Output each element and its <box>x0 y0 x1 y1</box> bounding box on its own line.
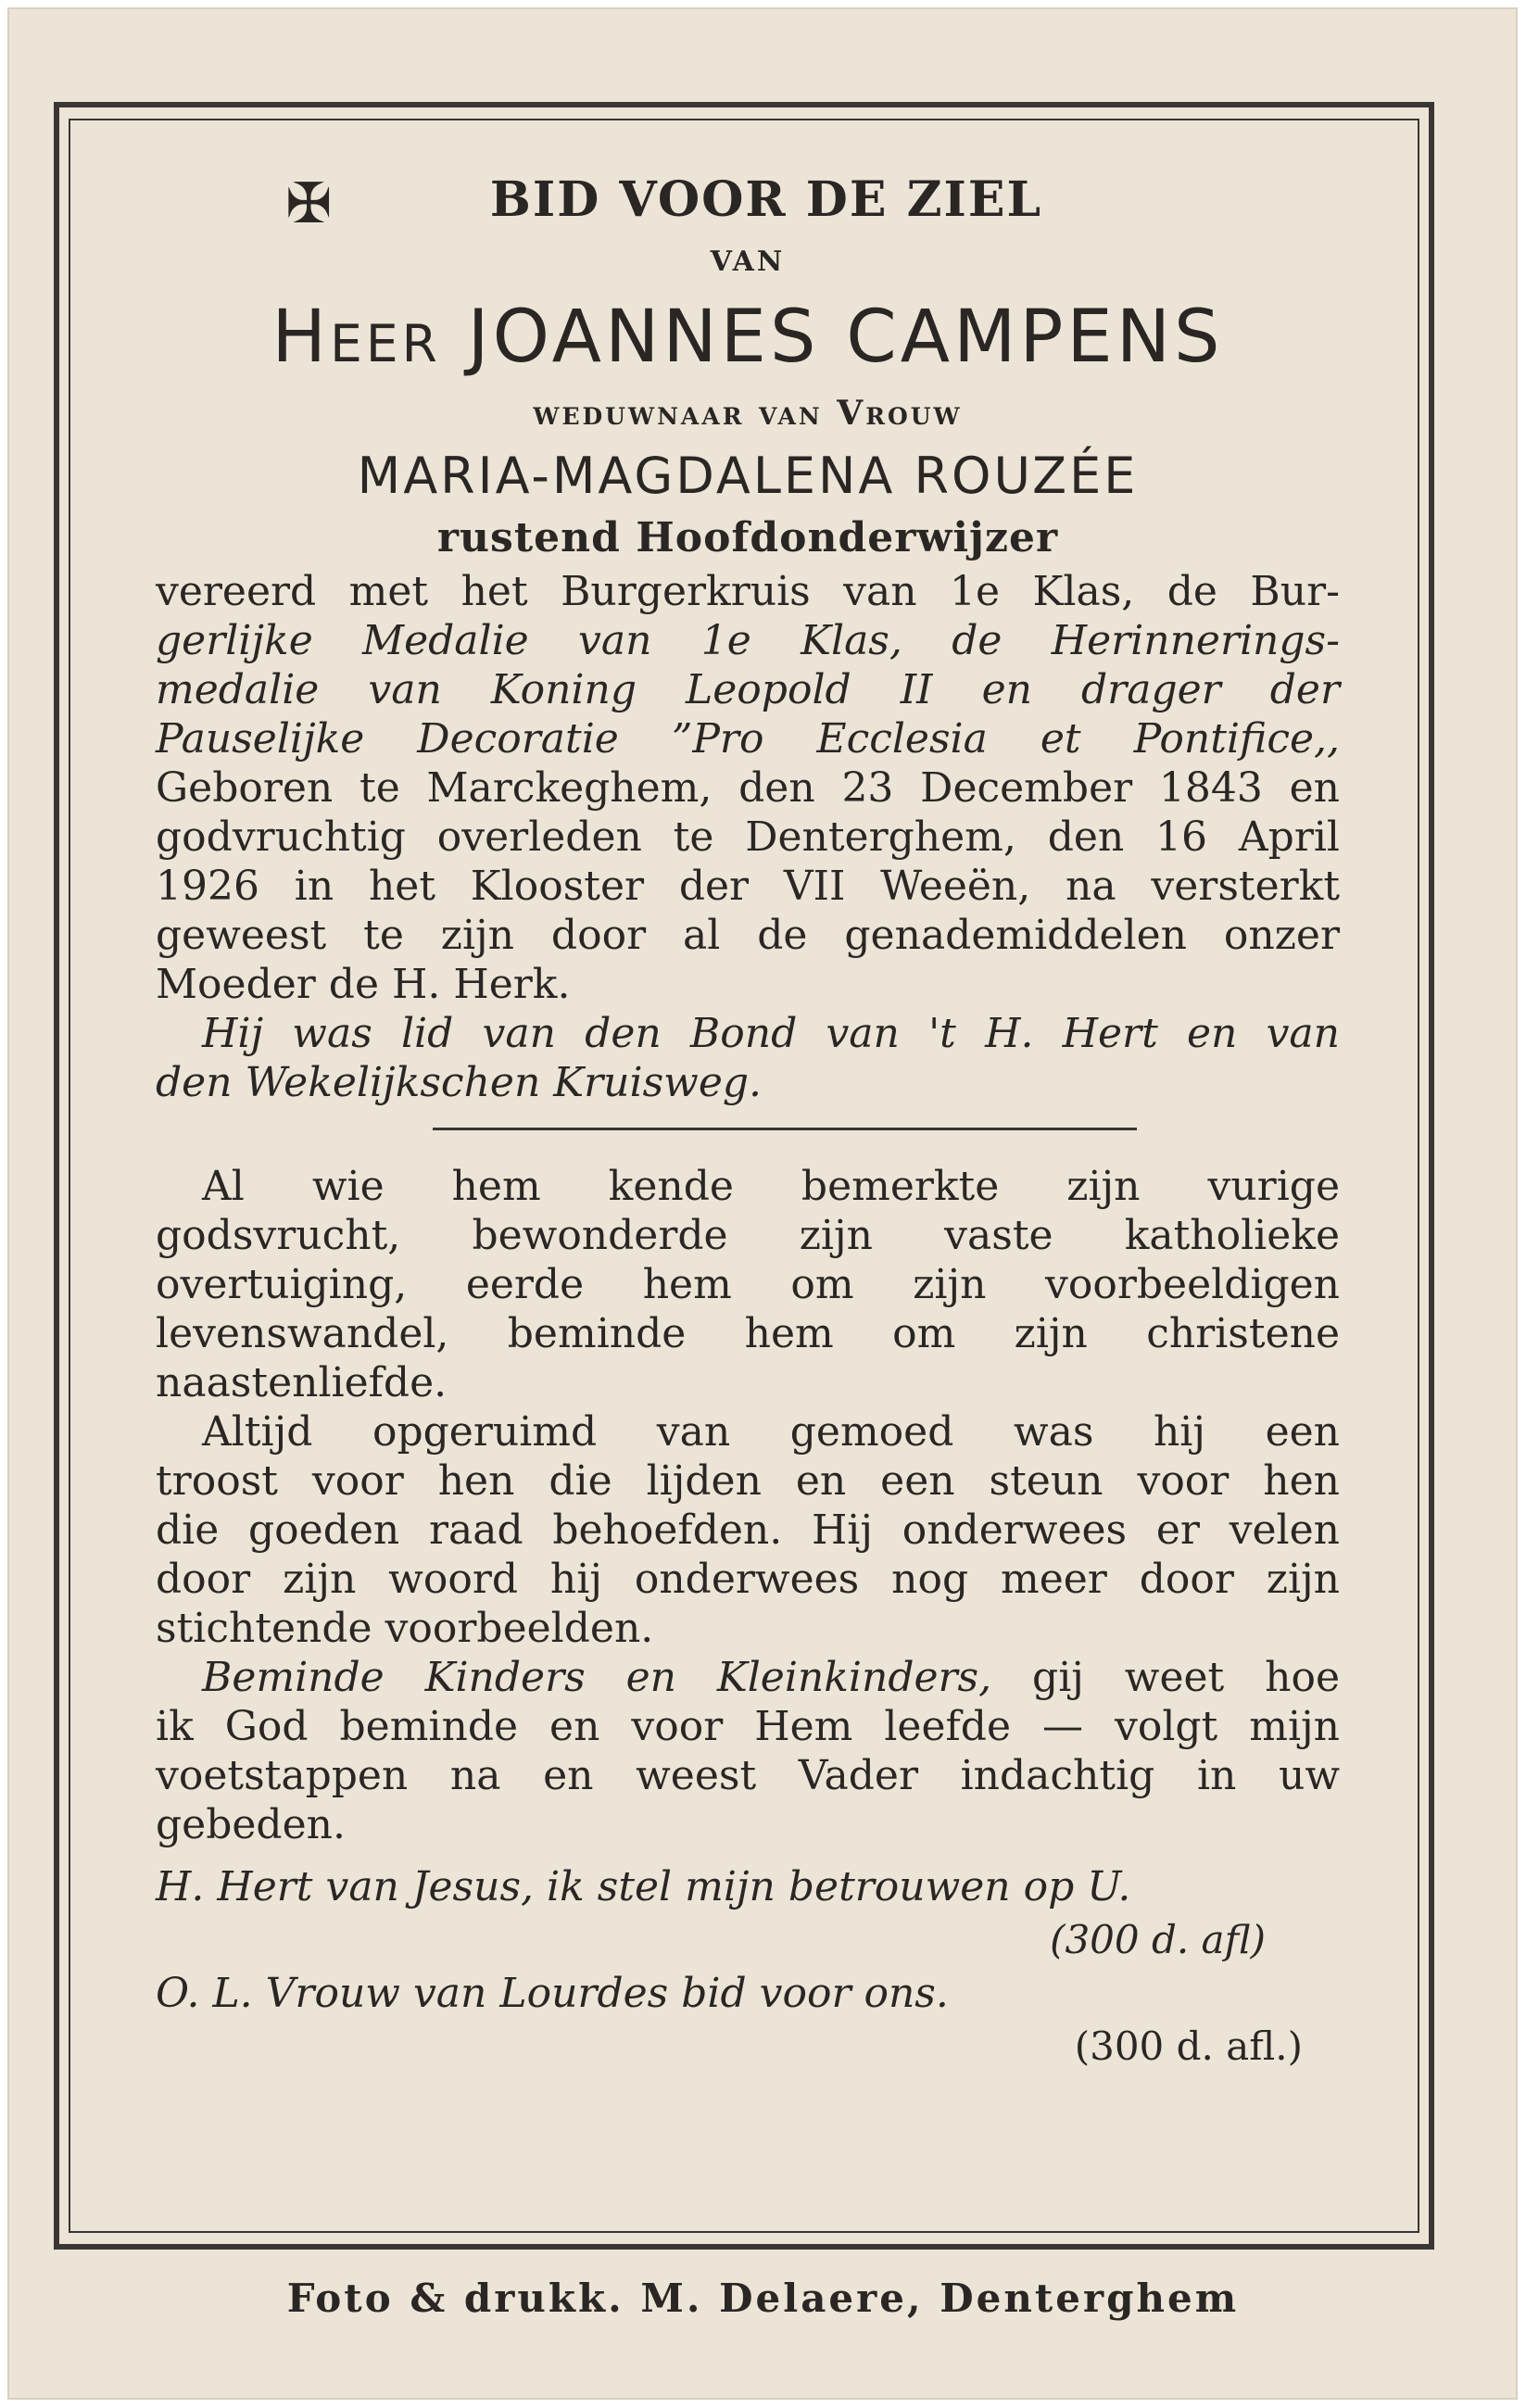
text-line: Pauselijke Decoratie ”Pro Ecclesia et Pontifice,, <box>156 715 1340 763</box>
text-line: Al wie hem kende bemerkte zijn vurige <box>202 1163 1340 1210</box>
text-line: godsvrucht, bewonderde zijn vaste katholieke <box>156 1212 1340 1259</box>
text-line: H. Hert van Jesus, ik stel mijn betrouwen op U. <box>156 1863 1131 1910</box>
van-label: VAN <box>710 246 786 278</box>
text-line: levenswandel, beminde hem om zijn christene <box>156 1310 1340 1357</box>
cross-icon: ✠ <box>285 171 333 236</box>
text-line: stichtende voorbeelden. <box>156 1605 654 1652</box>
prayer-heading: BID VOOR DE ZIEL <box>489 171 1043 228</box>
printer-credit: Foto & drukk. M. Delaere, Denterghem <box>286 2276 1240 2321</box>
wife-name: MARIA-MAGDALENA ROUZÉE <box>357 447 1139 505</box>
farewell-address: Beminde Kinders en Kleinkinders, <box>202 1654 992 1701</box>
text-line: gebeden. <box>156 1801 346 1848</box>
character-paragraph <box>156 1407 1340 1653</box>
honours-paragraph <box>156 567 1340 763</box>
text-line: Hij was lid van den Bond van 't H. Hert en van <box>202 1010 1340 1057</box>
text-line: die goeden raad behoefden. Hij onderwees er velen <box>156 1507 1340 1554</box>
text-line: overtuiging, eerde hem om zijn voorbeeldigen <box>156 1261 1340 1308</box>
text-line: geweest te zijn door al de genademiddelen onzer <box>156 912 1340 959</box>
prayer-lourdes <box>156 1969 1340 2018</box>
text-line: troost voor hen die lijden en een steun voor hen <box>156 1457 1340 1505</box>
name-text: JOANNES CAMPENS <box>467 296 1224 379</box>
text-line: ik God beminde en voor Hem leefde — volgt mijn <box>156 1703 1340 1750</box>
name-prefix: Heer <box>271 296 441 379</box>
farewell-paragraph <box>156 1653 1340 1849</box>
text-line: gerlijke Medalie van 1e Klas, de Herinnerings- <box>156 617 1340 664</box>
text-line: vereerd met het Burgerkruis van 1e Klas, de Bur- <box>156 568 1340 615</box>
birth-death-paragraph <box>156 763 1340 1009</box>
text-line: O. L. Vrouw van Lourdes bid voor ons. <box>156 1970 949 2017</box>
deceased-name <box>156 291 1340 384</box>
text-line: 1926 in het Klooster der VII Weeën, na versterkt <box>156 863 1340 910</box>
widower-line: weduwnaar van Vrouw <box>533 394 963 433</box>
text-line: Moeder de H. Herk. <box>156 961 571 1008</box>
text-line: Altijd opgeruimd van gemoed was hij een <box>202 1408 1340 1456</box>
text-line: medalie van Koning Leopold II en drager der <box>156 666 1340 713</box>
prayer-sacred-heart <box>156 1862 1340 1911</box>
heading-row <box>193 167 1340 236</box>
text-line <box>156 1653 1340 1702</box>
farewell-text: gij weet hoe <box>1032 1654 1340 1701</box>
tribute-paragraph <box>156 1162 1340 1407</box>
text-line: door zijn woord hij onderwees nog meer door zijn <box>156 1556 1340 1603</box>
text-line: voetstappen na en weest Vader indachtig in uw <box>156 1752 1340 1799</box>
occupation: rustend Hoofdonderwijzer <box>436 514 1059 561</box>
section-divider <box>433 1128 1137 1130</box>
card-content <box>156 167 1340 2075</box>
membership-paragraph <box>156 1009 1340 1107</box>
text-line: godvruchtig overleden te Denterghem, den 16 April <box>156 813 1340 861</box>
indulgence-note: (300 d. afl) <box>1050 1917 1266 1962</box>
text-line: naastenliefde. <box>156 1359 448 1406</box>
indulgence-note: (300 d. afl.) <box>1074 2023 1303 2069</box>
text-line: Geboren te Marckeghem, den 23 December 1843 en <box>156 764 1340 812</box>
text-line: den Wekelijkschen Kruisweg. <box>156 1059 763 1106</box>
